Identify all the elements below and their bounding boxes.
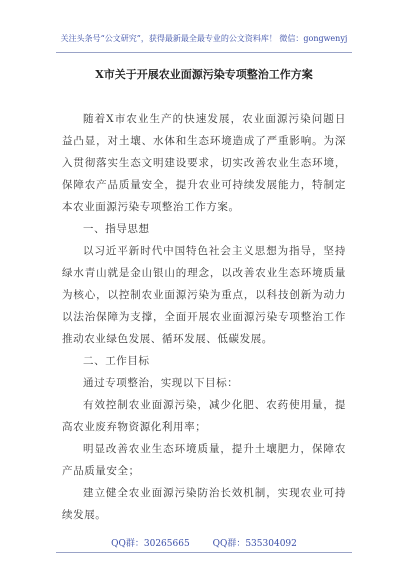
qq-group-2: QQ群：535304092 [212, 539, 297, 549]
goal-item-1: 有效控制农业面源污染，减少化肥、农药使用量，提高农业废弃物资源化利用率； [62, 399, 346, 433]
document-title: X市关于开展农业面源污染专项整治工作方案 [95, 68, 313, 81]
footer-divider [56, 552, 352, 553]
footer-contact [0, 538, 408, 550]
qq-group-1: QQ群：30265665 [111, 539, 190, 549]
section-heading-guiding-ideology: 一、指导思想 [83, 223, 150, 235]
header-banner: 关注头条号“公文研究”，获得最新最全最专业的公文资料库！ 微信：gongwenyj [60, 34, 348, 43]
guiding-ideology-paragraph: 以习近平新时代中国特色社会主义思想为指导，坚持绿水青山就是金山银山的理念，以改善农业生态环境质量为核心，以控制农业面源污染为重点，以科技创新为动力以法治保障为支撑，全面开展农业面源污染专项整治工作推动农业绿色发展、循环发展、低碳发展。 [62, 245, 346, 345]
intro-paragraph: 随着X市农业生产的快速发展，农业面源污染问题日益凸显，对土壤、水体和生态环境造成了严重影响。为深入贯彻落实生态文明建设要求，切实改善农业生态环境，保障农产品质量安全，提升农业可持续发展能力，特制定本农业面源污染专项整治工作方案。 [62, 113, 346, 213]
header-divider [56, 52, 352, 53]
goal-item-2: 明显改善农业生态环境质量，提升土壤肥力，保障农产品质量安全； [62, 443, 346, 477]
section-heading-work-goals: 二、工作目标 [83, 355, 150, 367]
document-body [62, 108, 346, 526]
goals-intro-paragraph: 通过专项整治，实现以下目标： [83, 377, 239, 389]
goal-item-3: 建立健全农业面源污染防治长效机制，实现农业可持续发展。 [62, 487, 346, 521]
